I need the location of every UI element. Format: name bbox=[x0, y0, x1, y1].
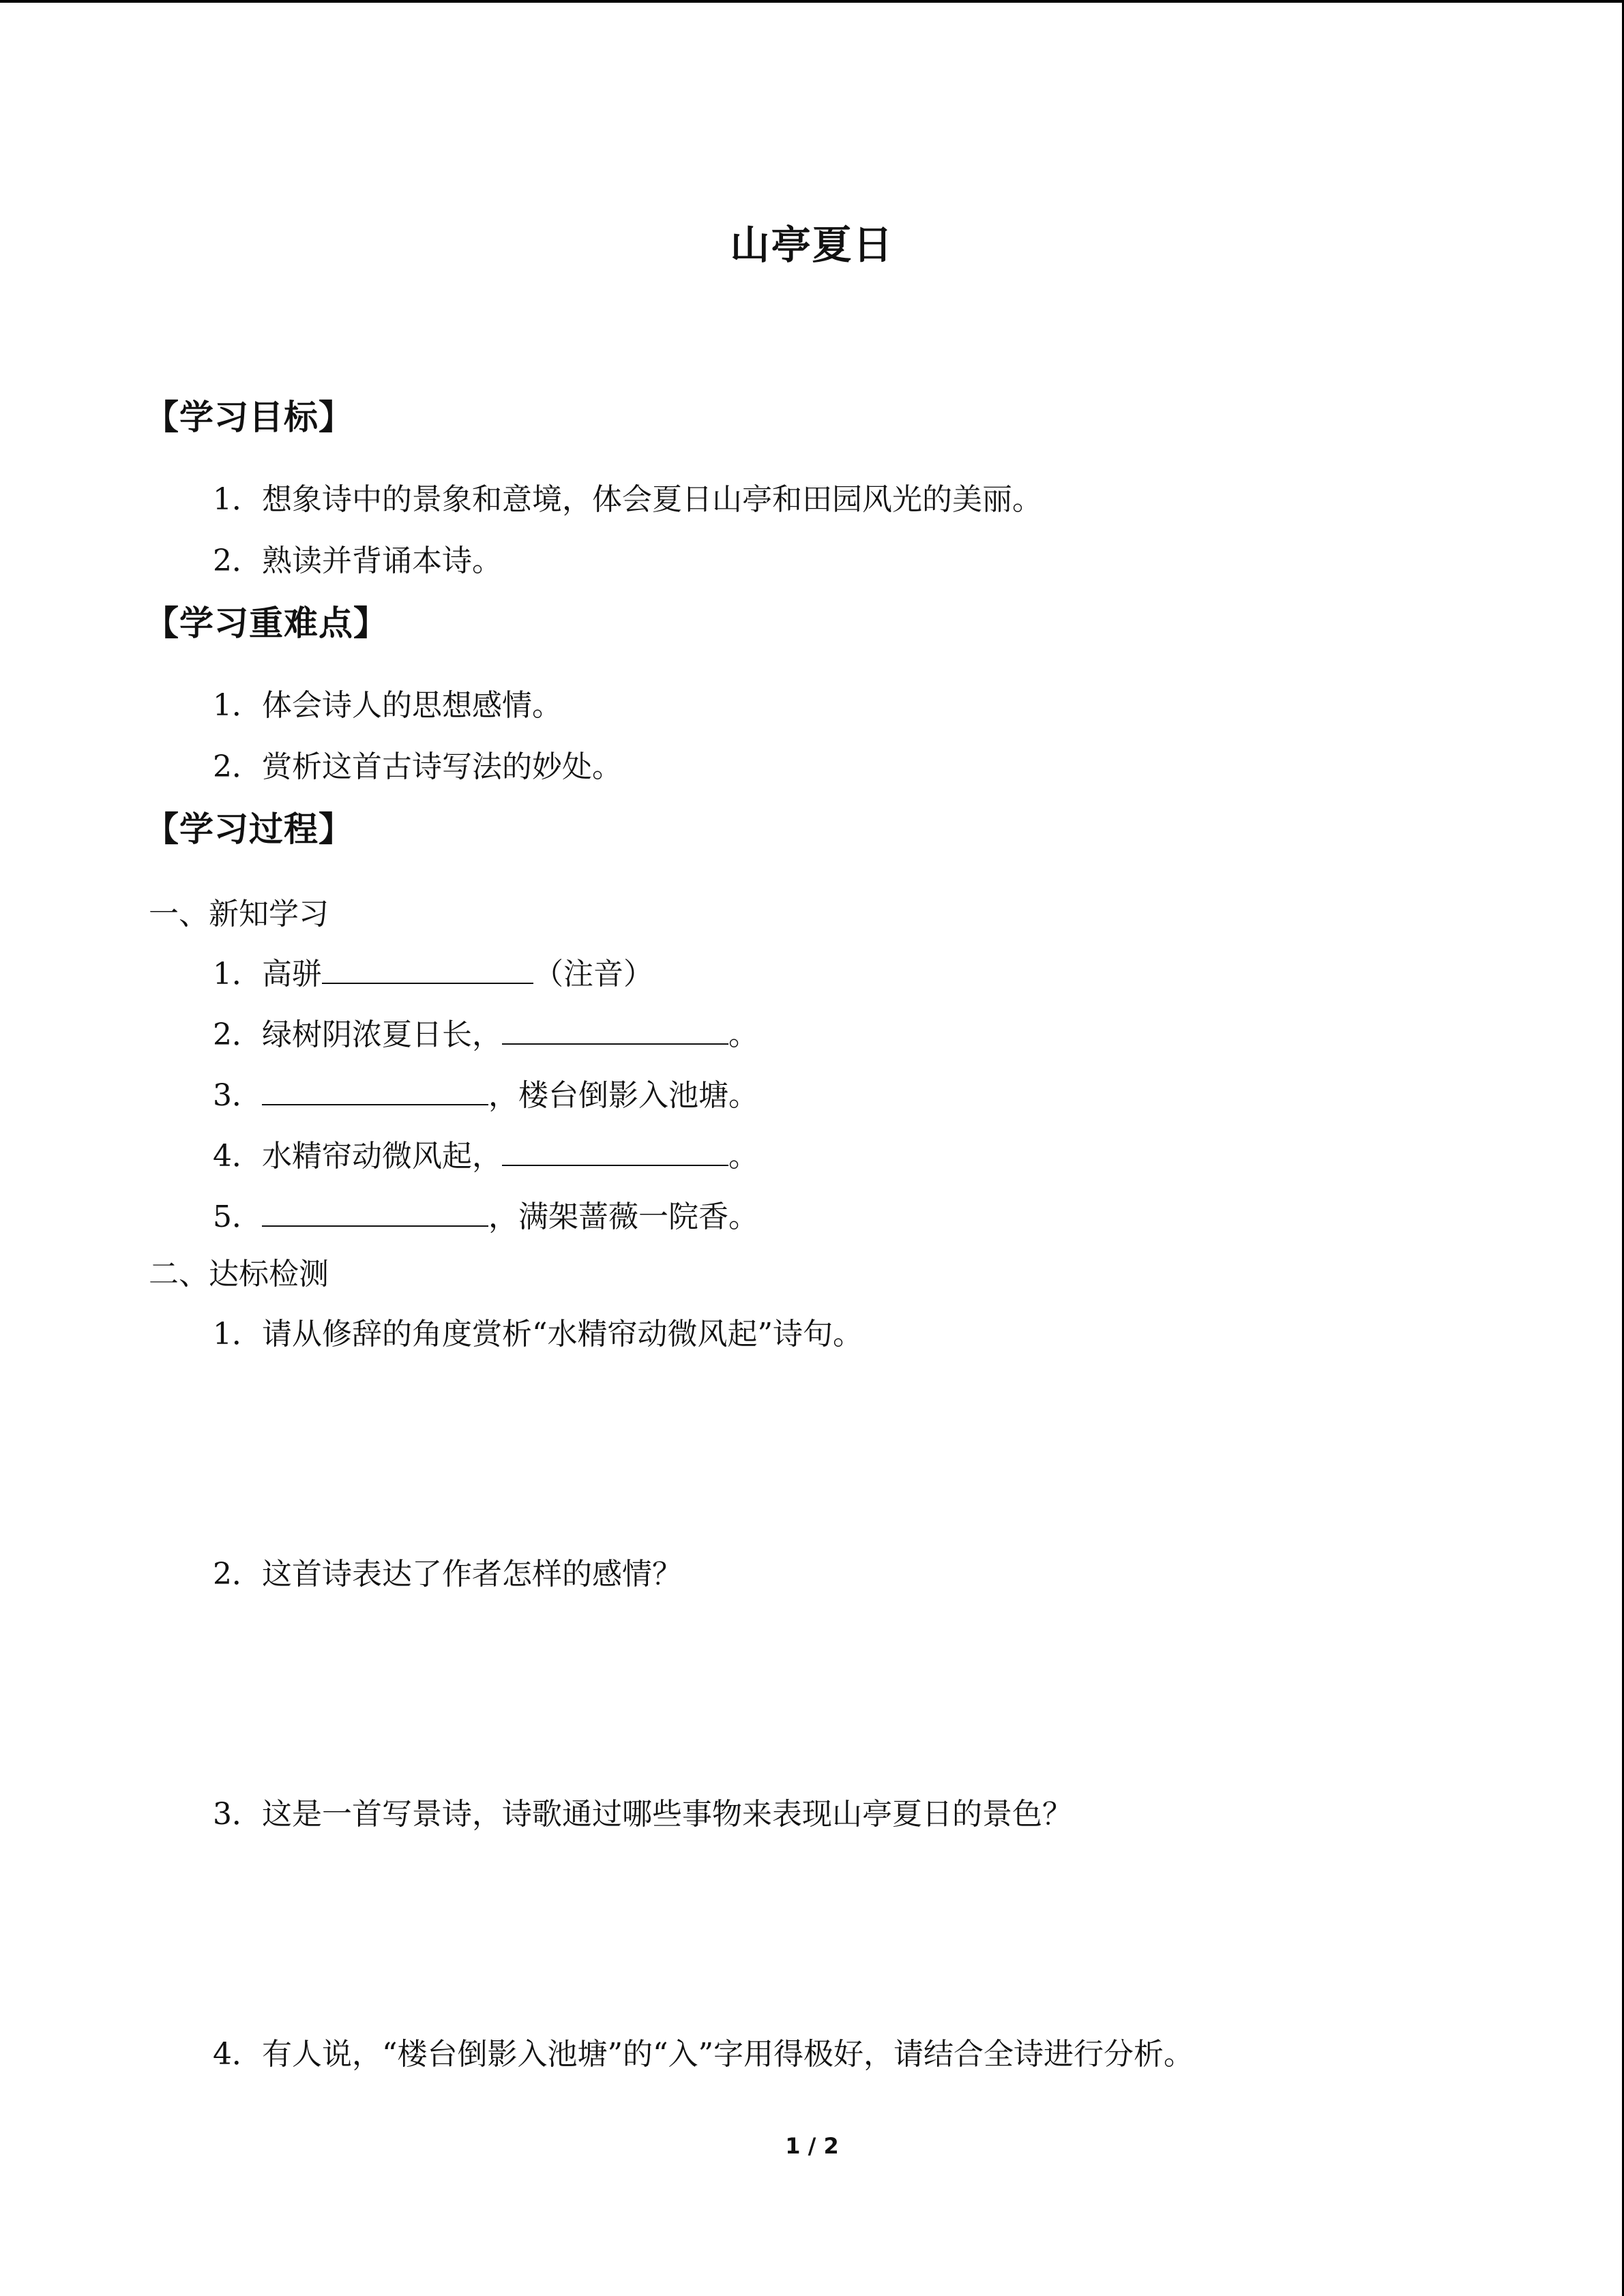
item-text: 这首诗表达了作者怎样的感情？ bbox=[262, 1557, 682, 1592]
goal-item bbox=[213, 536, 502, 580]
part-heading-assessment: 二、达标检测 bbox=[149, 1257, 329, 1292]
key-point-item bbox=[213, 742, 622, 786]
item-number: 5． bbox=[213, 1199, 262, 1234]
key-point-item bbox=[213, 681, 562, 724]
item-number: 1． bbox=[213, 688, 262, 723]
fill-blank-item bbox=[213, 1071, 758, 1114]
item-number: 3． bbox=[213, 1078, 262, 1113]
item-number: 4． bbox=[213, 2037, 262, 2072]
item-number: 1． bbox=[213, 1317, 262, 1352]
item-text-after: ，楼台倒影入池塘。 bbox=[488, 1078, 758, 1113]
item-text-after: 。 bbox=[728, 1017, 758, 1052]
page-title: 山亭夏日 bbox=[730, 222, 894, 268]
page-number: 1 / 2 bbox=[785, 2133, 839, 2159]
item-number: 2． bbox=[213, 1017, 262, 1052]
fill-blank-item bbox=[213, 1192, 758, 1236]
top-border-line bbox=[0, 0, 1624, 3]
item-number: 2． bbox=[213, 749, 262, 784]
item-number: 2． bbox=[213, 1557, 262, 1592]
question-item bbox=[213, 2029, 1194, 2073]
item-text: 想象诗中的景象和意境，体会夏日山亭和田园风光的美丽。 bbox=[262, 482, 1042, 517]
item-text: 赏析这首古诗写法的妙处。 bbox=[262, 749, 622, 784]
question-item bbox=[213, 1789, 1072, 1833]
item-number: 4． bbox=[213, 1139, 262, 1174]
item-number: 3． bbox=[213, 1797, 262, 1832]
answer-blank[interactable] bbox=[502, 1019, 728, 1045]
item-text: 熟读并背诵本诗。 bbox=[262, 543, 502, 578]
item-text: 请从修辞的角度赏析“水精帘动微风起”诗句。 bbox=[262, 1317, 863, 1352]
answer-blank[interactable] bbox=[262, 1201, 488, 1227]
part-heading-new-knowledge: 一、新知学习 bbox=[149, 897, 329, 931]
item-text: 体会诗人的思想感情。 bbox=[262, 688, 562, 723]
answer-blank[interactable] bbox=[262, 1079, 488, 1105]
question-item bbox=[213, 1549, 682, 1593]
fill-blank-item bbox=[213, 949, 653, 993]
fill-blank-item bbox=[213, 1010, 758, 1054]
goal-item bbox=[213, 475, 1042, 518]
answer-blank[interactable] bbox=[502, 1140, 728, 1166]
item-text-after: 。 bbox=[728, 1139, 758, 1174]
item-text-before: 绿树阴浓夏日长， bbox=[262, 1017, 502, 1052]
item-text-before: 水精帘动微风起， bbox=[262, 1139, 502, 1174]
section-heading-key-points: 【学习重难点】 bbox=[145, 603, 388, 643]
item-number: 1． bbox=[213, 482, 262, 517]
section-heading-goals: 【学习目标】 bbox=[145, 398, 353, 437]
item-number: 2． bbox=[213, 543, 262, 578]
section-heading-process: 【学习过程】 bbox=[145, 809, 353, 849]
item-text: 有人说，“楼台倒影入池塘”的“入”字用得极好，请结合全诗进行分析。 bbox=[262, 2037, 1194, 2072]
item-text-before: 高骈 bbox=[262, 957, 322, 992]
item-text-after: ，满架蔷薇一院香。 bbox=[488, 1199, 758, 1234]
item-number: 1． bbox=[213, 957, 262, 992]
question-item bbox=[213, 1309, 863, 1353]
answer-blank[interactable] bbox=[322, 958, 533, 984]
fill-blank-item bbox=[213, 1131, 758, 1175]
item-text-after: （注音） bbox=[533, 957, 653, 992]
item-text: 这是一首写景诗，诗歌通过哪些事物来表现山亭夏日的景色？ bbox=[262, 1797, 1072, 1832]
